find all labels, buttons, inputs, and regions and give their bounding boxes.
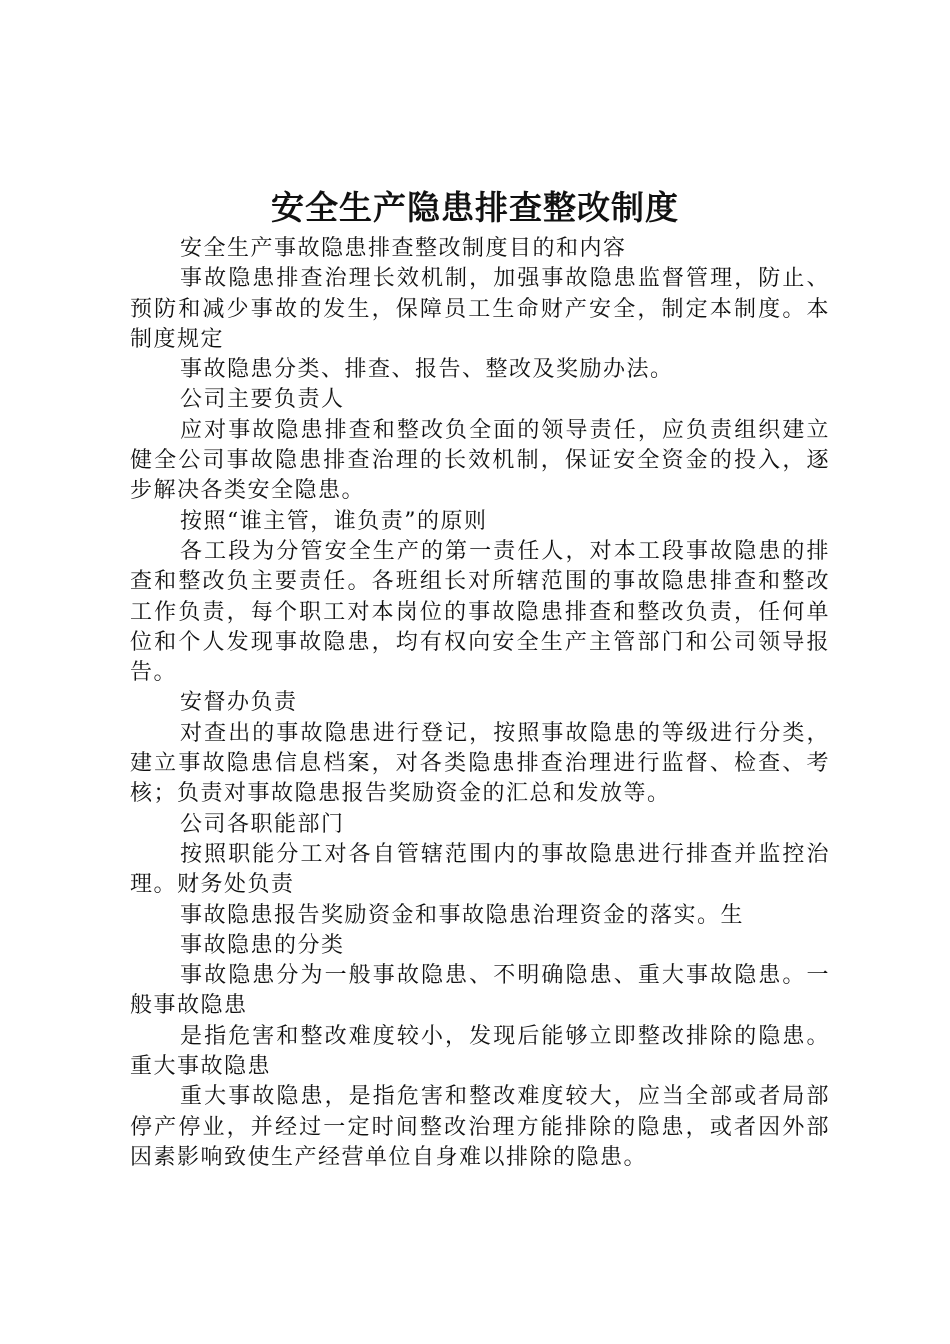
paragraph-general-hazard: 是指危害和整改难度较小，发现后能够立即整改排除的隐患。重大事故隐患 [130,1023,830,1080]
paragraph-funding: 事故隐患报告奖励资金和事故隐患治理资金的落实。生 [180,902,745,928]
paragraph-classification-heading: 事故隐患的分类 [180,932,345,958]
paragraph-responsibility-principle: 按照“谁主管，谁负责”的原则 [180,508,488,534]
document-body [130,234,830,1173]
paragraph-major-hazard: 重大事故隐患，是指危害和整改难度较大，应当全部或者局部停产停业，并经过一定时间整改治理方能排除的隐患，或者因外部因素影响致使生产经营单位自身难以排除的隐患。 [130,1084,830,1170]
paragraph-supervision-office: 安督办负责 [180,690,298,716]
paragraph-functional-departments: 公司各职能部门 [180,811,345,837]
paragraph-classification: 事故隐患分为一般事故隐患、不明确隐患、重大事故隐患。一般事故隐患 [130,963,830,1019]
paragraph-leadership-duty: 应对事故隐患排查和整改负全面的领导责任，应负责组织建立健全公司事故隐患排查治理的长效机制，保证安全资金的投入，逐步解决各类安全隐患。 [130,417,830,504]
paragraph-section-duty: 各工段为分管安全生产的第一责任人，对本工段事故隐患的排查和整改负主要责任。各班组长对所辖范围的事故隐患排查和整改工作负责，每个职工对本岗位的事故隐患排查和整改负责，任何单位和个人发现事故隐患，均有权向安全生产主管部门和公司领导报告。 [130,538,830,686]
document-title: 安全生产隐患排查整改制度 [271,188,679,227]
paragraph-scope: 事故隐患分类、排查、报告、整改及奖励办法。 [180,357,674,383]
paragraph-company-head: 公司主要负责人 [180,387,345,413]
paragraph-department-duty: 按照职能分工对各自管辖范围内的事故隐患进行排查并监控治理。财务处负责 [130,841,830,898]
paragraph-long-term-mechanism: 事故隐患排查治理长效机制，加强事故隐患监督管理，防止、预防和减少事故的发生，保障员工生命财产安全，制定本制度。本制度规定 [130,266,830,352]
paragraph-purpose: 安全生产事故隐患排查整改制度目的和内容 [180,236,627,261]
paragraph-supervision-duty: 对查出的事故隐患进行登记，按照事故隐患的等级进行分类，建立事故隐患信息档案，对各类隐患排查治理进行监督、检查、考核；负责对事故隐患报告奖励资金的汇总和发放等。 [130,720,830,807]
